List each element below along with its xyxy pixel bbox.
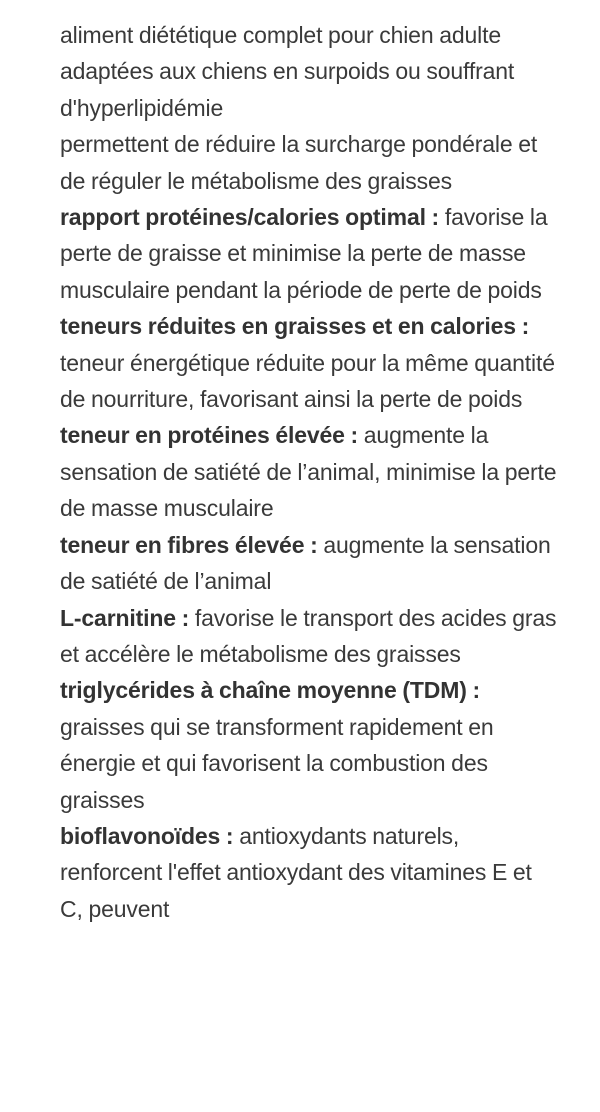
paragraph-text: favorise le transport des acides gras et accélère le métabolisme des graisses — [60, 604, 557, 667]
paragraph-label: triglycérides à chaîne moyenne (TDM) : — [60, 677, 480, 704]
paragraph-text: antioxydants naturels, renforcent l'effet antioxydant des vitamines E et C, peuvent — [60, 822, 532, 922]
paragraph-text: graisses qui se transforment rapidement en énergie et qui favorisent la combustion des graisses — [60, 713, 494, 813]
paragraph-label: teneurs réduites en graisses et en calories : — [60, 313, 530, 340]
paragraph-bioflavonoids — [60, 818, 560, 927]
paragraph-l-carnitine — [60, 600, 560, 673]
paragraph-text: teneur énergétique réduite pour la même quantité de nourriture, favorisant ainsi la perte de poids — [60, 349, 555, 413]
paragraph-text: permettent de réduire la surcharge pondérale et de réguler le métabolisme des graisses — [60, 131, 538, 194]
paragraph-diet-food — [60, 17, 560, 53]
paragraph-text: augmente la sensation de satiété de l’animal, minimise la perte de masse musculaire — [60, 422, 557, 522]
paragraph-text: adaptées aux chiens en surpoids ou souffrant d'hyperlipidémie — [60, 58, 515, 121]
paragraph-high-protein — [60, 417, 560, 526]
paragraph-label: teneur en protéines élevée : — [60, 422, 359, 449]
paragraph-text: favorise la perte de graisse et minimise la perte de masse musculaire pendant la période de perte de poids — [60, 204, 548, 303]
paragraph-label: teneur en fibres élevée : — [60, 531, 318, 558]
paragraph-overweight — [60, 53, 560, 126]
paragraph-protein-calorie-ratio — [60, 199, 560, 308]
paragraph-text: aliment diététique complet pour chien adulte — [60, 22, 501, 48]
paragraph-weight-reduction — [60, 126, 560, 199]
paragraph-label: bioflavonoïdes : — [60, 822, 234, 849]
paragraph-label: L-carnitine : — [60, 604, 190, 631]
paragraph-reduced-fat — [60, 308, 560, 417]
paragraph-mct — [60, 672, 560, 818]
paragraph-text: augmente la sensation de satiété de l’animal — [60, 531, 551, 595]
paragraph-high-fiber — [60, 527, 560, 600]
paragraph-label: rapport protéines/calories optimal : — [60, 204, 440, 231]
